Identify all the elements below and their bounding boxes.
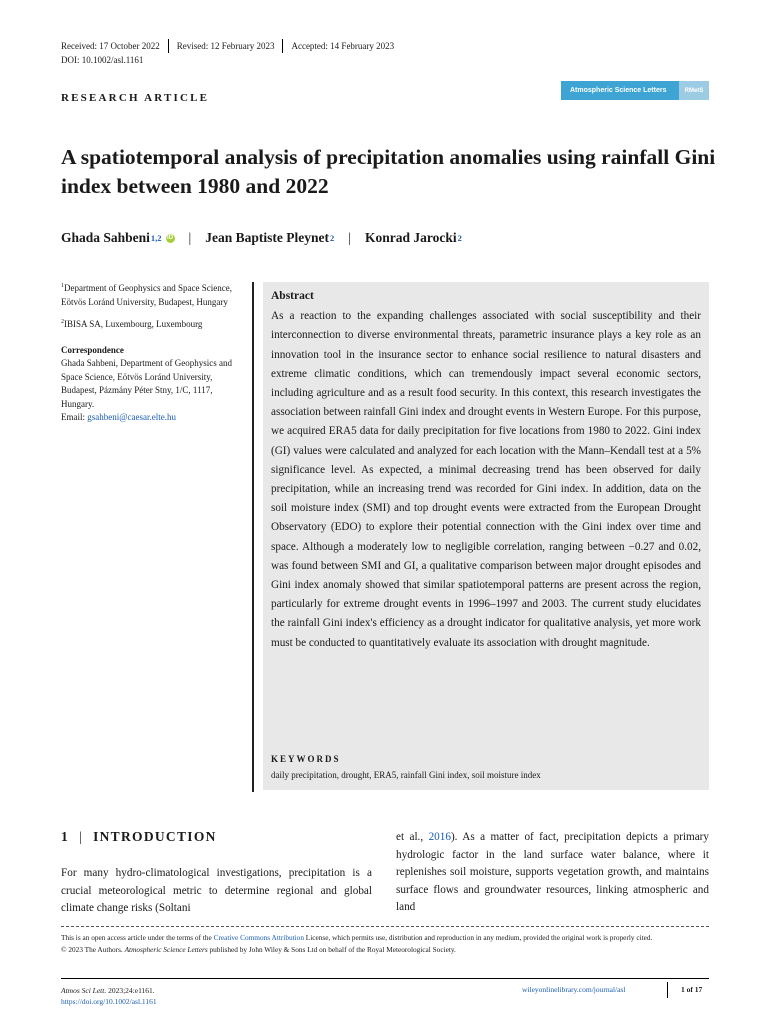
page-number: 1 of 17: [681, 985, 703, 994]
article-dates: [61, 39, 394, 53]
keywords-text: daily precipitation, drought, ERA5, rainfall Gini index, soil moisture index: [271, 770, 541, 780]
email-label: Email:: [61, 412, 88, 422]
abstract-text: As a reaction to the expanding challenges associated with social susceptibility and their interconnection to diverse environmental threats, parametric insurance plays a key role as an innovation tool in the insurance sector to enhance social resilience to natural disasters and extreme climatic conditions, which can tremendously impact several economic sectors, including agriculture and as a result food security. In this context, this research investigates the association between rainfall Gini index and drought events in Western Europe. For this purpose, we acquired ERA5 data for daily precipitation for five locations from 1980 to 2022. Gini index (GI) values were calculated and analyzed for each location with the Mann–Kendall test at a 5% significance level. As expected, a minimal decreasing trend has been observed for daily precipitation, while an increasing trend was recorded for Gini index. In addition, data on the soil moisture index (SMI) and top drought events were extracted from the European Drought Observatory (EDO) to explore their potential connection with the Gini index over time and space. Although a moderately low to negligible correlation, ranging between −0.27 and 0.02, was found between SMI and GI, a qualitative comparison between major drought episodes and Gini index anomaly showed that similar spatiotemporal patterns are present across the region, particularly for extreme drought events in 1996–1997 and 2003. The current study elucidates the rainfall Gini index's efficiency as a drought indicator for qualitative analysis, yet more work must be conducted to quantitatively evaluate its association with drought magnitude.: [271, 310, 701, 649]
author-separator: |: [188, 230, 192, 245]
intro-paragraph: [396, 829, 709, 917]
section-title: INTRODUCTION: [93, 829, 217, 844]
journal-name: Atmospheric Science Letters: [570, 87, 667, 94]
copyright-suffix: published by John Wiley & Sons Ltd on behalf of the Royal Meteorological Society.: [207, 944, 456, 954]
section-number: 1: [61, 829, 70, 844]
affiliation-text: Department of Geophysics and Space Science, Eötvös Loránd University, Budapest, Hungary: [61, 283, 232, 307]
article-type: RESEARCH ARTICLE: [61, 92, 210, 104]
page-divider: [667, 982, 668, 998]
intro-column-1: [61, 865, 372, 918]
volume-info: 2023;24:e1161.: [106, 986, 155, 995]
date-divider: [282, 39, 283, 53]
author-affiliation-ref[interactable]: 2: [457, 233, 462, 243]
date-divider: [168, 39, 169, 53]
doi: DOI: 10.1002/asl.1161: [61, 55, 144, 65]
intro-column-2: [396, 829, 709, 917]
license-link[interactable]: Creative Commons Attribution: [213, 933, 304, 942]
citation-line: [61, 985, 157, 996]
journal-website-link[interactable]: wileyonlinelibrary.com/journal/asl: [522, 985, 626, 994]
license-footnote: [61, 932, 709, 955]
affiliation: [61, 280, 241, 309]
section-heading: [61, 829, 217, 845]
email-link[interactable]: gsahbeni@caesar.elte.hu: [87, 412, 177, 422]
author-name[interactable]: Konrad Jarocki: [364, 230, 457, 245]
journal-abbrev: Atmos Sci Lett.: [61, 986, 107, 995]
copyright-text: [61, 944, 709, 956]
license-suffix: License, which permits use, distribution and reproduction in any medium, provided the original work is properly cited.: [303, 933, 653, 942]
affiliation-number: 1: [61, 283, 64, 289]
orcid-icon[interactable]: iD: [167, 234, 174, 241]
paragraph-text: ). As a matter of fact, precipitation depicts a primary hydrologic factor in the land surface water balance, where it replenishes soil moisture, supports vegetation growth, and maintains surface flows and groundwater resources, linking atmospheric and land: [396, 831, 709, 913]
license-prefix: This is an open access article under the terms of the: [61, 933, 214, 942]
footer-rule: [61, 978, 709, 979]
affiliation-number: 2: [61, 319, 64, 325]
affiliations: [61, 280, 241, 425]
accepted-date: Accepted: 14 February 2023: [291, 41, 395, 51]
author-separator: |: [348, 230, 351, 245]
author-affiliation-ref[interactable]: 1,2: [150, 233, 162, 243]
rmets-logo: RMetS: [679, 81, 709, 100]
keywords-heading: KEYWORDS: [271, 754, 341, 764]
author-list: [61, 230, 462, 246]
copyright-prefix: © 2023 The Authors.: [61, 944, 125, 954]
correspondence-heading: Correspondence: [61, 344, 124, 355]
footnote-divider: [61, 926, 709, 927]
abstract-divider: [252, 282, 254, 792]
correspondence-email: [61, 411, 241, 425]
abstract: [271, 287, 701, 653]
citation-prefix: et al.,: [396, 831, 429, 843]
author-name[interactable]: Jean Baptiste Pleynet: [205, 230, 329, 245]
correspondence-text: Ghada Sahbeni, Department of Geophysics and Space Science, Eötvös Loránd University, Budapest, Pázmány Péter Stny, 1/C, 1117, Hungary.: [61, 358, 232, 409]
affiliation: [61, 316, 241, 332]
intro-paragraph: For many hydro-climatological investigations, precipitation is a crucial meteorological metric to determine regional and global climate change risks (Soltani: [61, 867, 372, 914]
doi-link[interactable]: https://doi.org/10.1002/asl.1161: [61, 997, 157, 1006]
revised-date: Revised: 12 February 2023: [176, 41, 275, 51]
abstract-heading: Abstract: [271, 290, 314, 302]
citation-link[interactable]: 2016: [428, 831, 451, 843]
copyright-journal: Atmospheric Science Letters: [124, 944, 208, 954]
received-date: Received: 17 October 2022: [61, 41, 160, 51]
author-name[interactable]: Ghada Sahbeni: [61, 230, 150, 245]
journal-badge[interactable]: [561, 81, 709, 100]
section-separator: |: [79, 829, 84, 844]
author-affiliation-ref[interactable]: 2: [330, 233, 335, 243]
license-text: [61, 932, 709, 944]
affiliation-text: IBISA SA, Luxembourg, Luxembourg: [64, 319, 203, 329]
journal-citation: [61, 985, 157, 1007]
article-title: A spatiotemporal analysis of precipitation anomalies using rainfall Gini index between 1980 and 2022: [61, 145, 716, 198]
